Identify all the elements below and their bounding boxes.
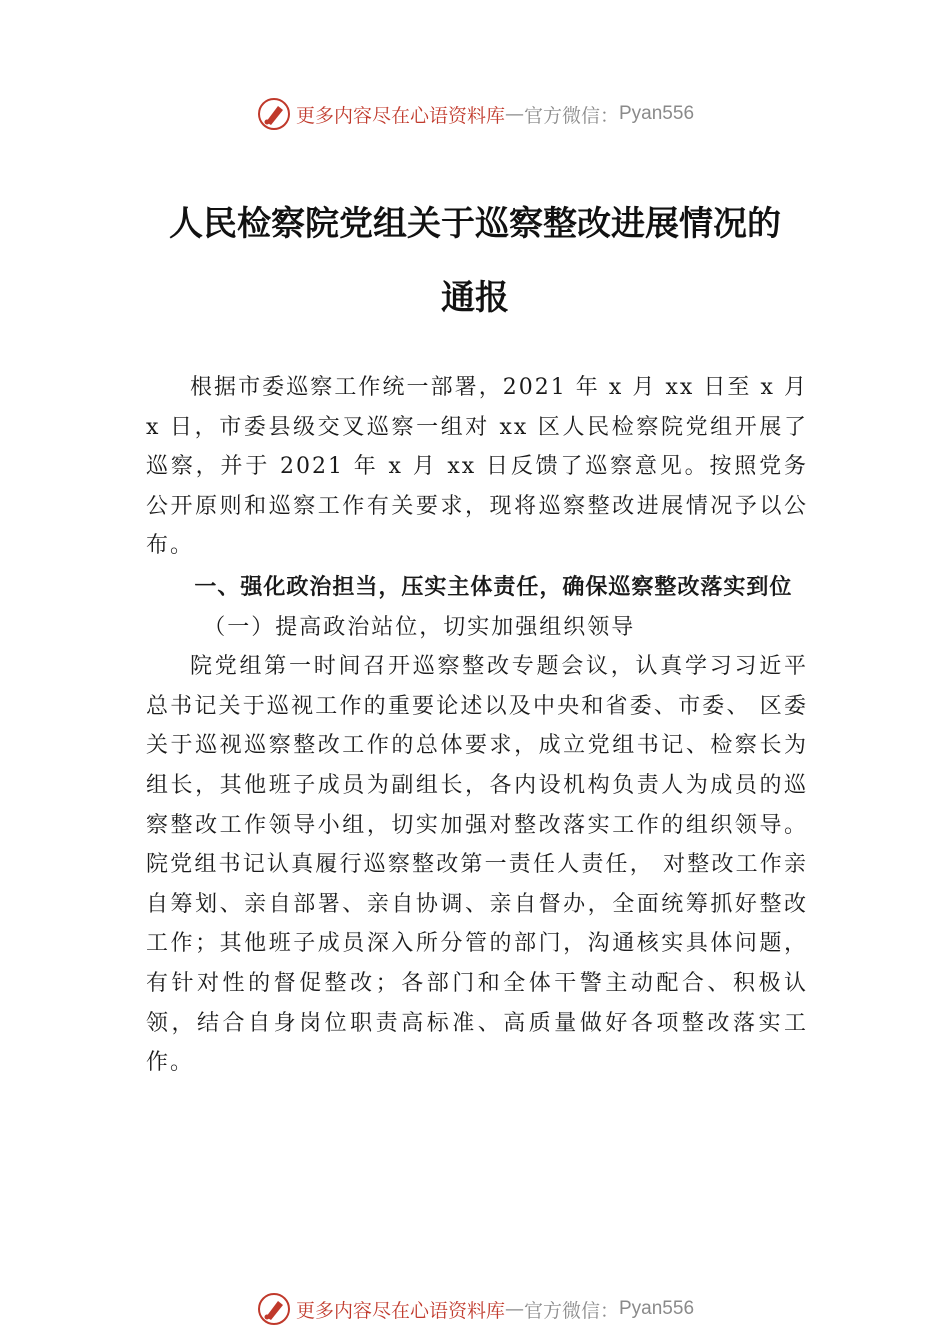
watermark-dash: —	[504, 103, 524, 125]
watermark-brand-text: 更多内容尽在心语资料库	[295, 104, 505, 127]
body-paragraph: 院党组第一时间召开巡察整改专题会议，认真学习习近平总书记关于巡视工作的重要论述以及中央和省委、市委、 区委关于巡视巡察整改工作的总体要求，成立党组书记、检察长为组长，其他班子成员为副组长，各内设机构负责人为成员的巡察整改工作领导小组，切实加强对整改落实工作的组织领导。院党组书记认真履行巡察整改第一责任人责任， 对整改工作亲自筹划、亲自部署、亲自协调、亲自督办，全面统筹抓好整改工作；其他班子成员深入所分管的部门，沟通核实具体问题，有针对性的督促整改；各部门和全体干警主动配合、积极认领，结合自身岗位职责高标准、高质量做好各项整改落实工作。	[146, 654, 808, 1076]
watermark-account: Pyan556	[619, 103, 695, 124]
watermark-brand-text: 更多内容尽在心语资料库	[295, 1299, 505, 1322]
document-body	[146, 368, 808, 1083]
subsection-heading: （一）提高政治站位，切实加强组织领导	[203, 614, 636, 640]
document-title-line1: 人民检察院党组关于巡察整改进展情况的	[169, 204, 781, 244]
watermark-dash: —	[504, 1298, 524, 1320]
watermark-wechat-label: 官方微信：	[523, 104, 619, 127]
intro-paragraph: 根据市委巡察工作统一部署，2021 年 x 月 xx 日至 x 月 x 日，市委县级交叉巡察一组对 xx 区人民检察院党组开展了巡察，并于 2021 年 x 月 xx 日反馈了巡察意见。按照党务公开原则和巡察工作有关要求，现将巡察整改进展情况予以公布。	[146, 375, 808, 559]
watermark-account: Pyan556	[619, 1298, 695, 1319]
document-title-line2: 通报	[441, 278, 509, 318]
section-heading: 一、强化政治担当，压实主体责任，确保巡察整改落实到位	[194, 574, 793, 600]
watermark-banner-bottom	[0, 1289, 950, 1329]
pen-nib-logo-icon	[256, 1291, 292, 1327]
watermark-wechat-label: 官方微信：	[523, 1299, 619, 1322]
watermark-banner-top	[0, 94, 950, 134]
pen-nib-logo-icon	[256, 96, 292, 132]
